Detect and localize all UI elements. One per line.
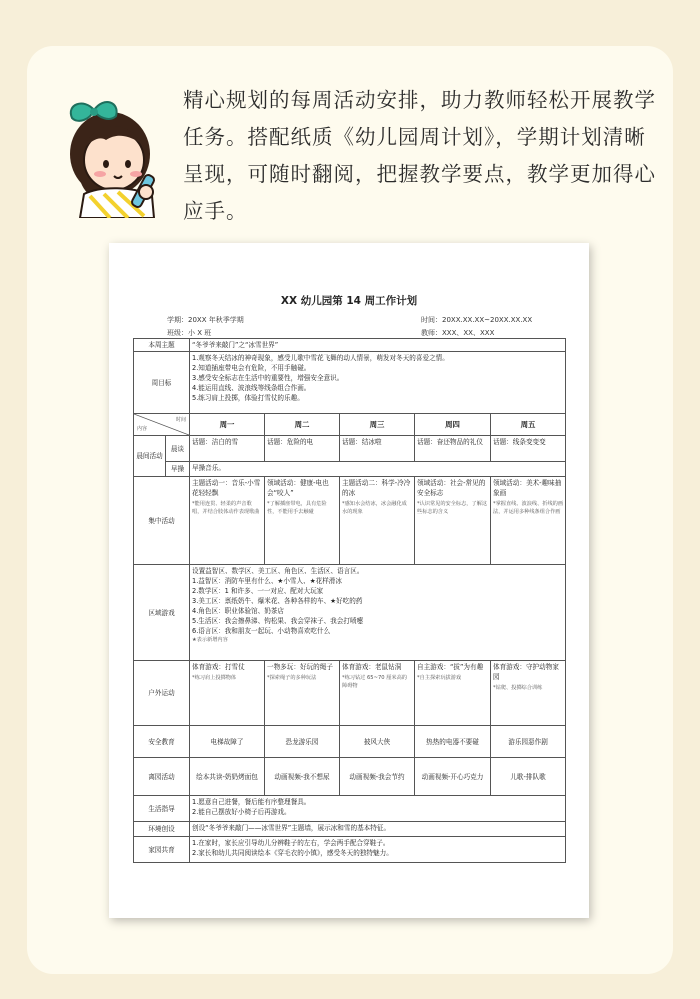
focus-note: *能用连贯、轻柔的声音歌唱，并结合肢体动作表现歌曲 [192, 501, 260, 515]
goal-list [190, 352, 566, 414]
area-list [190, 565, 566, 661]
safety-cell: 电梯故障了 [190, 726, 265, 758]
weekly-plan-sheet [109, 243, 589, 918]
day-header: 周四 [415, 414, 491, 436]
focus-cell [491, 477, 566, 565]
class-text: 班级：小 X 班 [167, 329, 212, 337]
document-title: XX 幼儿园第 14 周工作计划 [280, 295, 418, 307]
safety-label: 安全教育 [134, 726, 190, 758]
safety-cell: 恐龙游乐园 [265, 726, 340, 758]
talk-cell: 话题：洁白的雪 [190, 436, 265, 462]
outdoor-title: 体育游戏：守护动物家园 [493, 663, 559, 681]
focus-row [134, 477, 566, 565]
env-label: 环境创设 [134, 822, 190, 837]
leave-row [134, 758, 566, 796]
leave-label: 离园活动 [134, 758, 190, 796]
area-item: 3.美工区：禀纸奶牛、爆米花、各种各样的车、★好吃的药 [192, 597, 363, 605]
focus-note: *了解插座带电，具有危险性，不能用手去触碰 [267, 501, 327, 515]
diagonal-content-label: 内容 [137, 426, 148, 432]
semester-text: 学期：20XX 年秋季学期 [167, 316, 244, 324]
theme-label: 本周主题 [134, 339, 190, 352]
outdoor-title: 体育游戏：打雪仗 [192, 663, 245, 671]
talk-cell: 话题：线条变变变 [491, 436, 566, 462]
focus-note: *感知水会结冰，冰会融化成水的现象 [342, 501, 407, 515]
home-row [134, 837, 566, 863]
goal-item: 4.能运用直线、波浪线等线条组合作画。 [192, 384, 311, 392]
goal-item: 1.观察冬天结冰的神奇现象，感受儿歌中雪花飞舞的动人情景，萌发对冬天的喜爱之情。 [192, 354, 449, 362]
morning-exercise-row [134, 462, 566, 477]
plan-table [133, 338, 566, 863]
life-label: 生活指导 [134, 796, 190, 822]
env-value: 创设“冬爷爷来敲门——冰雪世界”主题墙，展示冰和雪的基本特征。 [190, 822, 566, 837]
area-item: 4.角色区：职业体验馆、奶茶店 [192, 607, 285, 615]
life-list [190, 796, 566, 822]
time-text: 时间：20XX.XX.XX~20XX.XX.XX [421, 316, 533, 324]
exercise-label: 早操 [166, 462, 190, 477]
safety-cell: 披风大侠 [340, 726, 415, 758]
outdoor-note: *练习钻过 65~70 厘米高的障碍物 [342, 675, 407, 689]
area-item: 6.语言区：我和朋友一起玩、小动物喜欢吃什么 [192, 627, 331, 635]
outdoor-label: 户外运动 [134, 661, 190, 726]
girl-mascot-icon [54, 90, 172, 218]
focus-note: *掌握直线、波浪线、折线的画法，并运用多种线条组合作画 [493, 501, 564, 515]
outdoor-cell [190, 661, 265, 726]
home-label: 家园共育 [134, 837, 190, 863]
outdoor-note: *钻爬、投掷综合训练 [493, 685, 543, 691]
home-list [190, 837, 566, 863]
day-header: 周一 [190, 414, 265, 436]
life-row [134, 796, 566, 822]
focus-title: 主题活动二：科学-冷冷的冰 [342, 479, 411, 497]
area-item: 2.数学区：1 和许多、一一对应、配对大玩家 [192, 587, 324, 595]
outdoor-title: 一物多玩：好玩的绳子 [267, 663, 333, 671]
day-header-row [134, 414, 566, 436]
outdoor-cell [415, 661, 491, 726]
safety-row [134, 726, 566, 758]
leave-cell: 动画视频-开心巧克力 [415, 758, 491, 796]
life-item: 1.愿意自己进餐，餐后能有序整理餐具。 [192, 798, 311, 806]
focus-title: 领域活动：美术-趣味抽象画 [493, 479, 562, 497]
goal-item: 5.练习肩上投掷，体验打雪仗的乐趣。 [192, 394, 304, 402]
env-row [134, 822, 566, 837]
exercise-value: 早操音乐。 [190, 462, 566, 477]
focus-title: 主题活动一：音乐-小雪花轻轻飘 [192, 479, 261, 497]
goal-item: 3.感受安全标志在生活中的重要性，增强安全意识。 [192, 374, 344, 382]
area-label: 区域游戏 [134, 565, 190, 661]
outdoor-title: 体育游戏：老鼠钻洞 [342, 663, 402, 671]
diagonal-header-cell [134, 414, 190, 436]
talk-cell: 话题：奋还物品的礼仪 [415, 436, 491, 462]
focus-cell [190, 477, 265, 565]
day-header: 周三 [340, 414, 415, 436]
leave-cell: 绘本共读-奶奶烤面包 [190, 758, 265, 796]
outdoor-title: 自主游戏：“拔”为有趣 [417, 663, 484, 671]
safety-cell: 热热的电器不要碰 [415, 726, 491, 758]
leave-cell: 儿歌-排队歌 [491, 758, 566, 796]
theme-row [134, 339, 566, 352]
leave-cell: 动画视频-我不想尿 [265, 758, 340, 796]
outdoor-note: *探索绳子的多种玩法 [267, 675, 317, 681]
goal-label: 周目标 [134, 352, 190, 414]
outdoor-cell [265, 661, 340, 726]
focus-label: 集中活动 [134, 477, 190, 565]
outdoor-row [134, 661, 566, 726]
outdoor-note: *自主探索玩拔游戏 [417, 675, 462, 681]
area-row [134, 565, 566, 661]
morning-label: 晨间活动 [134, 436, 166, 477]
diagonal-time-label: 时间 [175, 417, 186, 423]
focus-note: *认识常见的安全标志，了解这些标志的含义 [417, 501, 488, 515]
outdoor-cell [491, 661, 566, 726]
day-header: 周二 [265, 414, 340, 436]
intro-paragraph: 精心规划的每周活动安排，助力教师轻松开展教学任务。搭配纸质《幼儿园周计划》，学期计划清晰呈现，可随时翻阅，把握教学要点，教学更加得心应手。 [183, 88, 656, 223]
home-item: 2.家长和幼儿共同阅读绘本《穿毛衣的小镇》，感受冬天的独特魅力。 [192, 849, 393, 857]
focus-cell [340, 477, 415, 565]
area-item: 5.生活区：我会擦鼻涕、钩松果、我会穿袜子、我会打喷嚏 [192, 617, 364, 625]
focus-title: 领域活动：社会-常见的安全标志 [417, 479, 486, 497]
outdoor-note: *练习肩上投掷物体 [192, 675, 237, 681]
home-item: 1.在家时，家长应引导幼儿分辨鞋子的左右，学会两手配合穿鞋子。 [192, 839, 390, 847]
life-item: 2.能自己摆放好小椅子后再游戏。 [192, 808, 291, 816]
talk-label: 晨谈 [166, 436, 190, 462]
morning-talk-row [134, 436, 566, 462]
area-note: ★表示新增内容 [192, 637, 228, 643]
focus-cell [415, 477, 491, 565]
theme-value: “冬爷爷来敲门”之“冰雪世界” [190, 339, 566, 352]
focus-title: 领域活动：健康-电也会“咬人” [267, 479, 329, 497]
goal-item: 2.知道插座带电会有危险，不用手触碰。 [192, 364, 311, 372]
safety-cell: 游乐园惡作剧 [491, 726, 566, 758]
outdoor-cell [340, 661, 415, 726]
area-item: 设置益智区、数学区、美工区、角色区、生活区、语言区。 [192, 567, 364, 575]
teachers-text: 教师：XXX、XX、XXX [421, 329, 495, 337]
goal-row [134, 352, 566, 414]
talk-cell: 话题：结冰啦 [340, 436, 415, 462]
leave-cell: 动画视频-我会节约 [340, 758, 415, 796]
talk-cell: 话题：危险的电 [265, 436, 340, 462]
focus-cell [265, 477, 340, 565]
day-header: 周五 [491, 414, 566, 436]
area-item: 1.益智区：消防车里有什么、★小雪人、★花样滑冰 [192, 577, 342, 585]
